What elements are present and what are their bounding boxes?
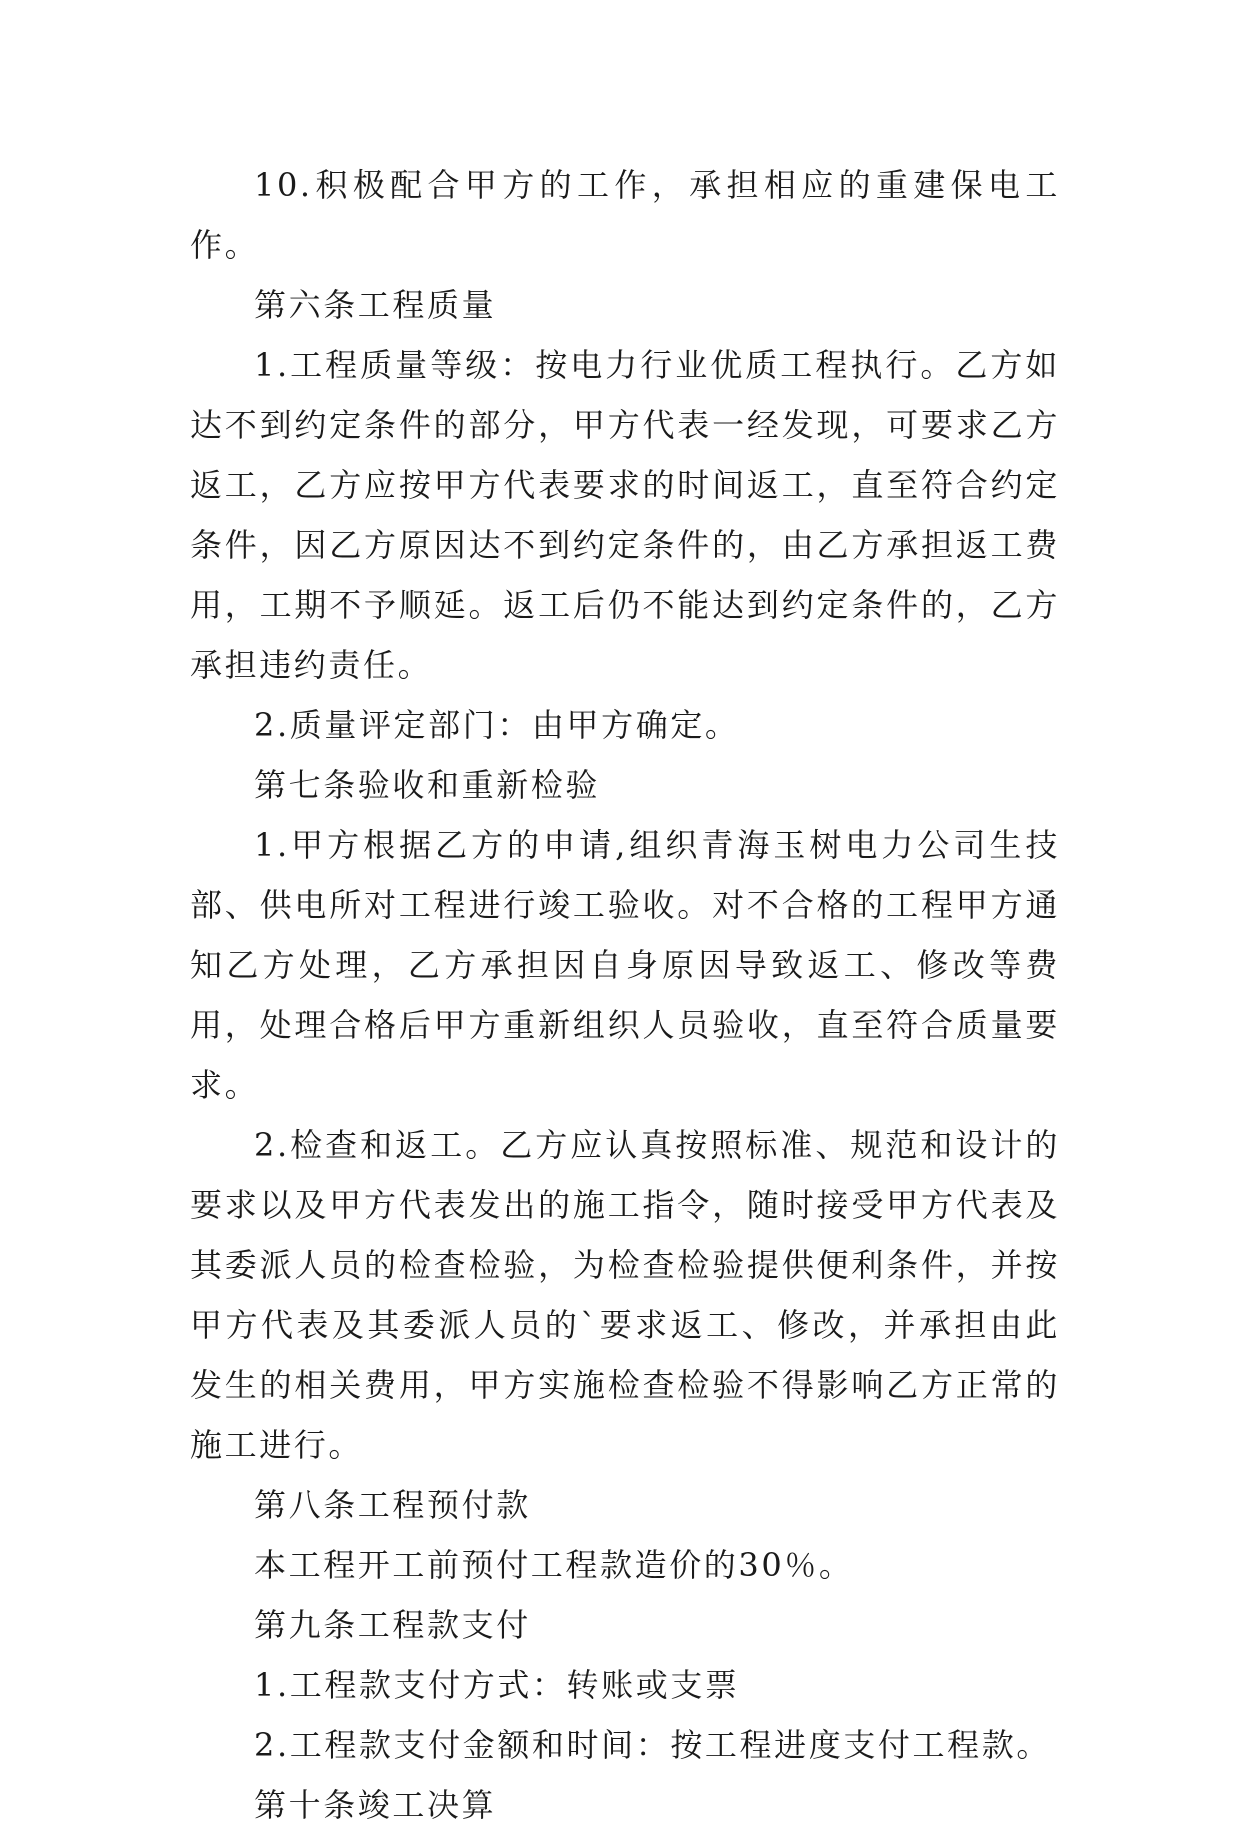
document-body	[190, 155, 1060, 1835]
paragraph-inspection-rework: 2.检查和返工。乙方应认真按照标准、规范和设计的要求以及甲方代表发出的施工指令，随时接受甲方代表及其委派人员的检查检验，为检查检验提供便利条件，并按甲方代表及其委派人员的`要求返工、修改，并承担由此发生的相关费用，甲方实施检查检验不得影响乙方正常的施工进行。	[190, 1126, 1060, 1464]
heading-article-6: 第六条工程质量	[254, 286, 497, 324]
heading-article-9: 第九条工程款支付	[254, 1606, 531, 1644]
paragraph-quality-department: 2.质量评定部门：由甲方确定。	[254, 706, 740, 744]
paragraph-prepayment: 本工程开工前预付工程款造价的30％。	[254, 1546, 854, 1584]
heading-article-8: 第八条工程预付款	[254, 1486, 531, 1524]
heading-article-10: 第十条竣工决算	[254, 1786, 497, 1824]
paragraph-item-10: 10.积极配合甲方的工作，承担相应的重建保电工作。	[190, 166, 1060, 264]
paragraph-payment-amount: 2.工程款支付金额和时间：按工程进度支付工程款。	[254, 1726, 1051, 1764]
paragraph-quality-level: 1.工程质量等级：按电力行业优质工程执行。乙方如达不到约定条件的部分，甲方代表一经发现，可要求乙方返工，乙方应按甲方代表要求的时间返工，直至符合约定条件，因乙方原因达不到约定条件的，由乙方承担返工费用，工期不予顺延。返工后仍不能达到约定条件的，乙方承担违约责任。	[190, 346, 1060, 684]
paragraph-payment-method: 1.工程款支付方式：转账或支票	[254, 1666, 740, 1704]
paragraph-acceptance: 1.甲方根据乙方的申请,组织青海玉树电力公司生技部、供电所对工程进行竣工验收。对不合格的工程甲方通知乙方处理，乙方承担因自身原因导致返工、修改等费用，处理合格后甲方重新组织人员验收，直至符合质量要求。	[190, 826, 1060, 1104]
heading-article-7: 第七条验收和重新检验	[254, 766, 601, 804]
